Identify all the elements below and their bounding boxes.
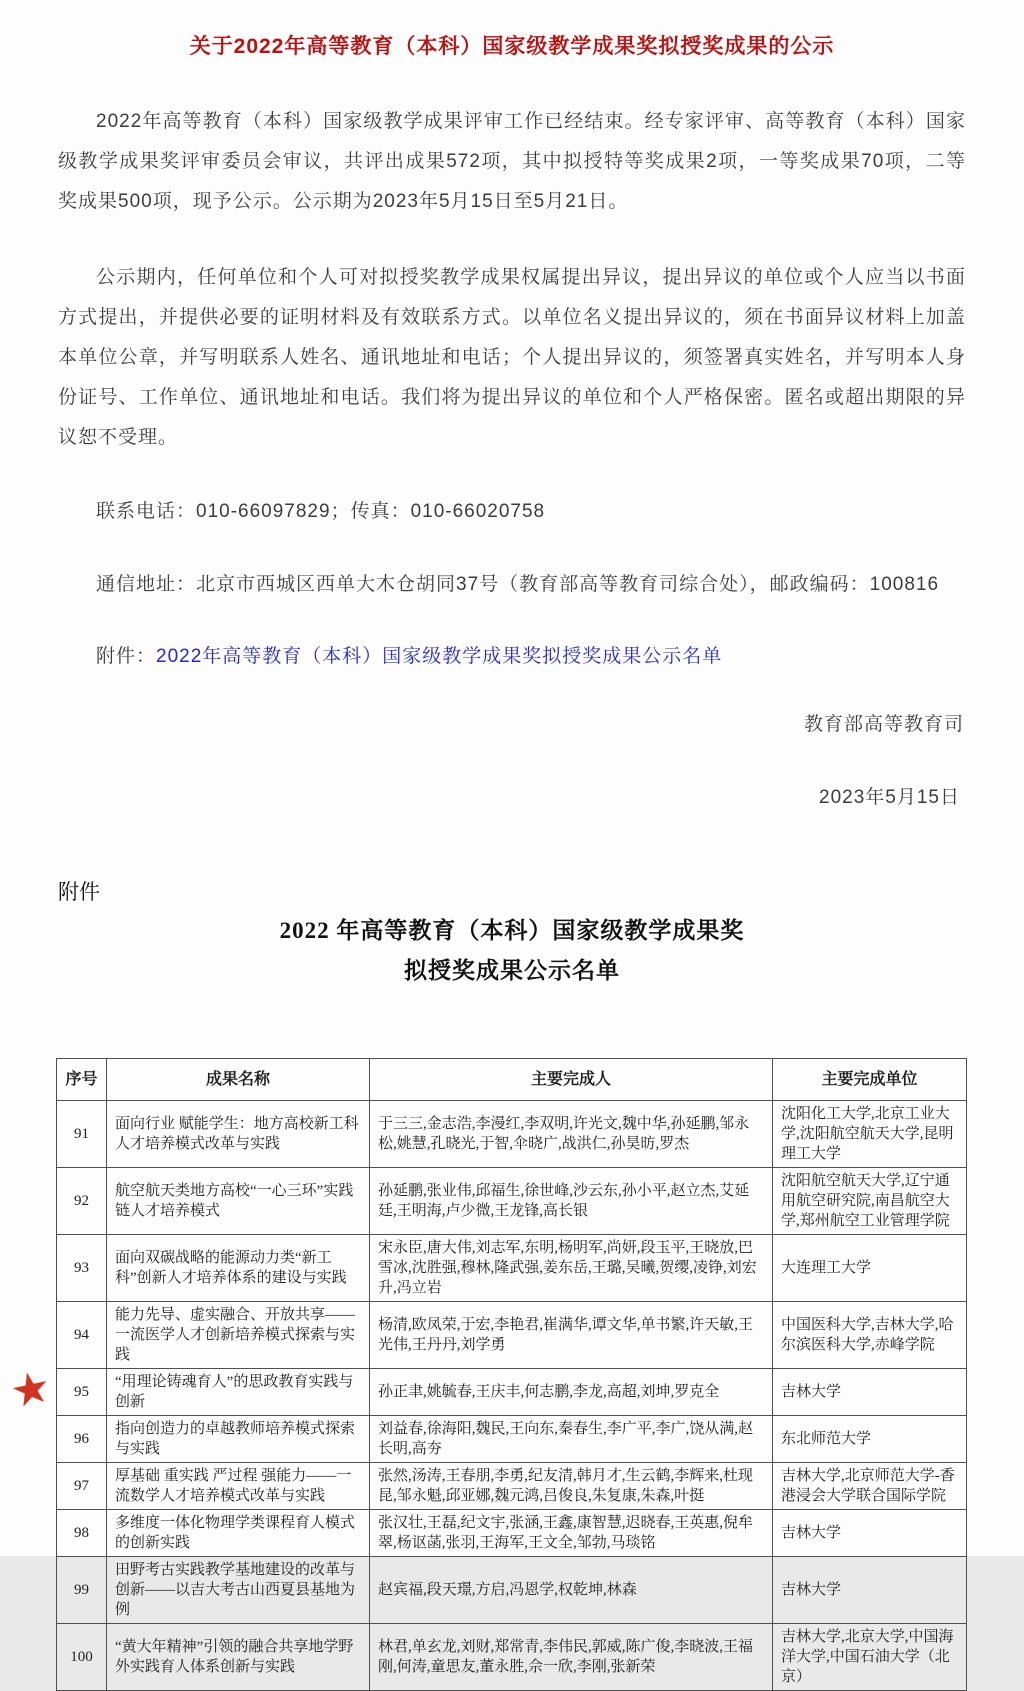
cell-main-contributors: 刘益春,徐海阳,魏民,王向东,秦春生,李广平,李广,饶从满,赵长明,高夯 [370, 1416, 773, 1463]
contact-phone: 联系电话：010-66097829；传真：010-66020758 [96, 501, 546, 522]
header-main-institutions: 主要完成单位 [773, 1059, 967, 1101]
table-row [57, 1101, 967, 1168]
row-number: 100 [70, 1649, 93, 1665]
notice-paragraph-2: 公示期内，任何单位和个人可对拟授奖教学成果权属提出异议，提出异议的单位或个人应当以书面方式提出，并提供必要的证明材料及有效联系方式。以单位名义提出异议的，须在书面异议材料上加盖本单位公章，并写明联系人姓名、通讯地址和电话；个人提出异议的，须签署真实姓名，并写明本人身份证号、工作单位、通讯地址和电话。我们将为提出异议的单位和个人严格保密。匿名或超出期限的异议恕不受理。 [58, 267, 966, 448]
table-row [57, 1235, 967, 1302]
cell-main-institutions: 大连理工大学 [773, 1235, 967, 1302]
cell-achievement-name: 面向双碳战略的能源动力类“新工科”创新人才培养体系的建设与实践 [107, 1235, 370, 1302]
contact-address: 通信地址：北京市西城区西单大木仓胡同37号（教育部高等教育司综合处），邮政编码：100816 [96, 574, 940, 595]
cell-achievement-name: 指向创造力的卓越教师培养模式探索与实践 [107, 1416, 370, 1463]
cell-achievement-name: 多维度一体化物理学类课程育人模式的创新实践 [107, 1510, 370, 1557]
cell-main-contributors: 张然,汤涛,王春朋,李勇,纪友清,韩月才,生云鹤,李辉来,杜现昆,邹永魁,邱亚娜,魏元鸿,吕俊良,朱复康,朱森,叶挺 [370, 1463, 773, 1510]
header-serial-number: 序号 [57, 1059, 107, 1101]
cell-serial-number [57, 1235, 107, 1302]
cell-serial-number [57, 1416, 107, 1463]
cell-achievement-name: 航空航天类地方高校“一心三环”实践链人才培养模式 [107, 1168, 370, 1235]
cell-main-contributors: 孙延鹏,张业伟,邱福生,徐世峰,沙云东,孙小平,赵立杰,艾延廷,王明海,卢少微,王龙锋,高长银 [370, 1168, 773, 1235]
row-number: 99 [74, 1582, 89, 1598]
cell-serial-number [57, 1101, 107, 1168]
row-number: 93 [74, 1260, 89, 1276]
results-table [6, 1058, 967, 1691]
cell-main-institutions: 沈阳航空航天大学,辽宁通用航空研究院,南昌航空大学,郑州航空工业管理学院 [773, 1168, 967, 1235]
table-row [57, 1168, 967, 1235]
header-main-contributors: 主要完成人 [370, 1059, 773, 1101]
row-number: 98 [74, 1525, 89, 1541]
cell-main-institutions: 东北师范大学 [773, 1416, 967, 1463]
table-row [57, 1510, 967, 1557]
cell-main-contributors: 赵宾福,段天璟,方启,冯恩学,权乾坤,林森 [370, 1557, 773, 1624]
row-number: 97 [74, 1478, 89, 1494]
cell-serial-number [57, 1302, 107, 1369]
cell-main-institutions: 吉林大学,北京师范大学-香港浸会大学联合国际学院 [773, 1463, 967, 1510]
cell-main-contributors: 孙正聿,姚毓春,王庆丰,何志鹏,李龙,高超,刘坤,罗克全 [370, 1369, 773, 1416]
header-achievement-name: 成果名称 [107, 1059, 370, 1101]
table-header-row [57, 1059, 967, 1101]
cell-main-institutions: 吉林大学 [773, 1557, 967, 1624]
cell-main-contributors: 宋永臣,唐大伟,刘志军,东明,杨明军,尚妍,段玉平,王晓放,巴雪冰,沈胜强,穆林,隆武强,姜东岳,王璐,吴曦,贺缨,凌铮,刘宏升,冯立岩 [370, 1235, 773, 1302]
cell-main-institutions: 吉林大学,北京大学,中国海洋大学,中国石油大学（北京） [773, 1624, 967, 1691]
cell-achievement-name: 能力先导、虚实融合、开放共享——一流医学人才创新培养模式探索与实践 [107, 1302, 370, 1369]
attachment-line [58, 637, 966, 677]
cell-main-institutions: 中国医科大学,吉林大学,哈尔滨医科大学,赤峰学院 [773, 1302, 967, 1369]
row-number: 92 [74, 1193, 89, 1209]
notice-date: 2023年5月15日 [819, 787, 960, 808]
cell-main-contributors: 林君,单玄龙,刘财,郑常青,李伟民,郭威,陈广俊,李晓波,王福刚,何涛,童思友,董永胜,佘一欣,李刚,张新荣 [370, 1624, 773, 1691]
table-row [57, 1369, 967, 1416]
table-row [57, 1302, 967, 1369]
notice-paragraph-1: 2022年高等教育（本科）国家级教学成果评审工作已经结束。经专家评审、高等教育（本科）国家级教学成果奖评审委员会审议，共评出成果572项，其中拟授特等奖成果2项，一等奖成果70项，二等奖成果500项，现予公示。公示期为2023年5月15日至5月21日。 [58, 111, 966, 212]
page-title: 关于2022年高等教育（本科）国家级教学成果奖拟授奖成果的公示 [189, 35, 835, 58]
cell-serial-number [57, 1624, 107, 1691]
cell-serial-number [57, 1463, 107, 1510]
table-row [57, 1463, 967, 1510]
cell-serial-number [57, 1557, 107, 1624]
row-number: 91 [74, 1126, 89, 1142]
cell-achievement-name: 厚基础 重实践 严过程 强能力——一流数学人才培养模式改革与实践 [107, 1463, 370, 1510]
attachment-title-line2: 拟授奖成果公示名单 [404, 958, 620, 983]
results-table-body [6, 1101, 967, 1691]
row-number: 94 [74, 1327, 89, 1343]
cell-serial-number [57, 1168, 107, 1235]
table-row [57, 1416, 967, 1463]
cell-achievement-name: “用理论铸魂育人”的思政教育实践与创新 [107, 1369, 370, 1416]
attachment-label-inline: 附件： [96, 646, 157, 667]
cell-main-contributors: 于三三,金志浩,李漫红,李双明,许光文,魏中华,孙延鹏,邹永松,姚慧,孔晓光,于智,伞晓广,战洪仁,孙昊昉,罗杰 [370, 1101, 773, 1168]
cell-achievement-name: 面向行业 赋能学生：地方高校新工科人才培养模式改革与实践 [107, 1101, 370, 1168]
cell-serial-number [6, 1360, 107, 1419]
cell-achievement-name: 田野考古实践教学基地建设的改革与创新——以吉大考古山西夏县基地为例 [107, 1557, 370, 1624]
attachment-section-label: 附件 [58, 880, 100, 904]
cell-main-institutions: 吉林大学 [773, 1369, 967, 1416]
table-row [57, 1557, 967, 1624]
cell-main-institutions: 吉林大学 [773, 1510, 967, 1557]
attachment-link[interactable]: 2022年高等教育（本科）国家级教学成果奖拟授奖成果公示名单 [156, 646, 723, 667]
highlight-star-icon: ★ [6, 1360, 56, 1419]
attachment-title-line1: 2022 年高等教育（本科）国家级教学成果奖 [279, 918, 745, 943]
cell-main-contributors: 杨清,欧凤荣,于宏,李艳君,崔满华,谭文华,单书繁,许天敏,王光伟,王丹丹,刘学勇 [370, 1302, 773, 1369]
table-row [57, 1624, 967, 1691]
cell-main-institutions: 沈阳化工大学,北京工业大学,沈阳航空航天大学,昆明理工大学 [773, 1101, 967, 1168]
cell-achievement-name: “黄大年精神”引领的融合共享地学野外实践育人体系创新与实践 [107, 1624, 370, 1691]
signature: 教育部高等教育司 [803, 714, 964, 735]
row-number: 95 [74, 1384, 89, 1400]
cell-serial-number [57, 1510, 107, 1557]
cell-main-contributors: 张汉壮,王磊,纪文宇,张涵,王鑫,康智慧,迟晓春,王英惠,倪牟翠,杨讴菡,张羽,王海军,王文全,邹勃,马琰铭 [370, 1510, 773, 1557]
row-number: 96 [74, 1431, 89, 1447]
